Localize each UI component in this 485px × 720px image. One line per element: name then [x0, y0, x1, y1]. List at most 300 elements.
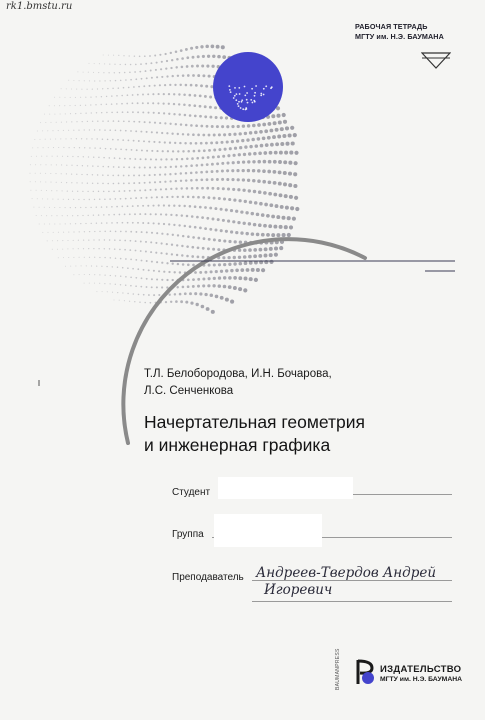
sphere-dot — [130, 198, 132, 200]
sphere-dot — [49, 223, 50, 224]
sphere-dot — [110, 80, 111, 81]
sphere-dot — [111, 222, 113, 224]
sphere-dot — [56, 215, 57, 216]
sphere-dot — [150, 251, 152, 253]
sphere-dot — [189, 114, 192, 117]
sphere-dot — [65, 113, 66, 114]
sphere-dot — [54, 114, 55, 115]
sphere-dot — [164, 166, 166, 168]
sphere-dot — [163, 103, 165, 105]
sphere-dot — [278, 160, 282, 164]
sphere-dot — [149, 85, 151, 87]
sphere-dot — [133, 86, 135, 88]
sphere-dot — [216, 45, 220, 49]
sphere-dot — [138, 182, 140, 184]
sphere-dot — [67, 156, 68, 157]
sphere-dot — [180, 165, 182, 167]
sphere-dot — [144, 213, 146, 215]
sphere-dot — [94, 274, 95, 275]
sphere-dot — [120, 130, 122, 132]
sphere-dot — [114, 198, 116, 200]
sphere-dot — [159, 174, 161, 176]
sphere-dot — [50, 122, 51, 123]
sphere-dot — [167, 150, 169, 152]
sphere-dot — [76, 121, 77, 122]
sphere-dot — [115, 148, 117, 150]
sphere-dot — [251, 138, 255, 142]
disc-dot — [238, 101, 240, 103]
sphere-dot — [180, 300, 183, 303]
sphere-dot — [187, 133, 190, 136]
disc-dot — [238, 105, 240, 107]
sphere-dot — [102, 183, 104, 185]
sphere-dot — [206, 178, 209, 181]
sphere-dot — [218, 284, 222, 288]
sphere-dot — [70, 207, 71, 208]
sphere-dot — [181, 254, 183, 256]
sphere-dot — [161, 233, 163, 235]
sphere-dot — [89, 231, 90, 232]
sphere-dot — [120, 258, 122, 260]
sphere-dot — [63, 199, 64, 200]
sphere-dot — [239, 146, 242, 149]
sphere-dot — [41, 156, 42, 157]
sphere-dot — [186, 215, 189, 218]
sphere-dot — [130, 276, 132, 278]
sphere-dot — [189, 292, 192, 295]
sphere-dot — [217, 218, 220, 221]
sphere-dot — [225, 208, 228, 211]
sphere-dot — [88, 156, 89, 157]
sphere-dot — [235, 231, 238, 234]
sphere-dot — [83, 199, 84, 200]
sphere-dot — [259, 248, 263, 252]
sphere-dot — [212, 284, 215, 287]
sphere-dot — [271, 215, 275, 219]
sphere-dot — [257, 179, 261, 183]
sphere-dot — [280, 142, 284, 146]
sphere-dot — [151, 278, 153, 280]
sphere-dot — [53, 232, 54, 233]
sphere-dot — [109, 248, 110, 249]
sphere-dot — [130, 240, 132, 242]
sphere-dot — [186, 255, 189, 258]
sphere-dot — [73, 240, 74, 241]
sphere-dot — [279, 151, 283, 155]
sphere-dot — [225, 116, 228, 119]
sphere-dot — [92, 174, 93, 175]
sphere-dot — [164, 141, 166, 143]
student-redaction — [218, 477, 353, 499]
sphere-dot — [137, 222, 139, 224]
sphere-dot — [226, 161, 229, 164]
sphere-dot — [271, 233, 275, 237]
disc-dot — [234, 95, 236, 97]
sphere-dot — [70, 266, 71, 267]
sphere-dot — [156, 132, 158, 134]
sphere-dot — [182, 235, 184, 237]
sphere-dot — [174, 84, 176, 86]
sphere-dot — [92, 88, 93, 89]
sphere-dot — [243, 153, 246, 156]
sphere-dot — [65, 266, 66, 267]
sphere-dot — [128, 175, 130, 177]
sphere-dot — [253, 223, 257, 227]
sphere-dot — [134, 213, 136, 215]
sphere-dot — [63, 130, 64, 131]
sphere-dot — [112, 88, 113, 89]
sphere-dot — [124, 249, 126, 251]
sphere-dot — [218, 133, 221, 136]
sphere-dot — [290, 206, 294, 210]
sphere-dot — [168, 271, 170, 273]
sphere-dot — [252, 160, 255, 163]
sphere-dot — [255, 144, 259, 148]
sphere-dot — [46, 190, 47, 191]
sphere-dot — [75, 113, 76, 114]
sphere-dot — [125, 231, 127, 233]
sphere-dot — [177, 133, 179, 135]
sphere-dot — [221, 45, 225, 49]
sphere-dot — [232, 188, 235, 191]
sphere-dot — [199, 105, 202, 108]
sphere-dot — [43, 147, 44, 148]
disc-dot — [235, 99, 237, 101]
sphere-dot — [153, 112, 155, 114]
sphere-dot — [244, 145, 247, 148]
sphere-dot — [88, 239, 89, 240]
sphere-dot — [193, 150, 196, 153]
sphere-dot — [278, 120, 282, 124]
sphere-dot — [164, 84, 166, 86]
sphere-dot — [238, 276, 242, 280]
sphere-dot — [169, 173, 171, 175]
sphere-dot — [163, 204, 165, 206]
sphere-dot — [121, 206, 123, 208]
sphere-dot — [109, 198, 111, 200]
sphere-dot — [125, 276, 127, 278]
sphere-dot — [173, 103, 175, 105]
sphere-dot — [110, 275, 111, 276]
sphere-dot — [161, 279, 163, 281]
sphere-dot — [130, 285, 132, 287]
teacher-underline-2 — [252, 601, 452, 602]
sphere-dot — [83, 72, 84, 73]
sphere-dot — [44, 223, 45, 224]
sphere-dot — [206, 307, 210, 311]
sphere-dot — [161, 286, 163, 288]
sphere-dot — [207, 156, 210, 159]
sphere-dot — [208, 134, 211, 137]
sphere-dot — [127, 293, 128, 294]
sphere-dot — [186, 245, 189, 248]
sphere-dot — [179, 271, 181, 273]
sphere-dot — [78, 129, 79, 130]
sphere-dot — [258, 190, 262, 194]
sphere-dot — [158, 204, 160, 206]
sphere-dot — [213, 238, 216, 241]
sphere-dot — [67, 248, 68, 249]
sphere-dot — [203, 149, 206, 152]
sphere-dot — [231, 140, 234, 143]
sphere-dot — [146, 131, 148, 133]
sphere-dot — [117, 112, 119, 114]
sphere-dot — [205, 45, 209, 49]
sphere-dot — [135, 197, 137, 199]
sphere-dot — [294, 196, 298, 200]
sphere-dot — [119, 249, 121, 251]
sphere-dot — [202, 134, 205, 137]
sphere-dot — [52, 199, 53, 200]
sphere-dot — [228, 276, 232, 280]
sphere-dot — [124, 158, 126, 160]
sphere-dot — [190, 84, 193, 87]
sphere-dot — [246, 138, 249, 141]
sphere-dot — [104, 63, 105, 64]
sphere-dot — [216, 125, 219, 128]
sphere-dot — [218, 148, 221, 151]
sphere-dot — [232, 161, 235, 164]
disc-dot — [241, 101, 243, 103]
sphere-dot — [145, 158, 147, 160]
sphere-dot — [145, 63, 147, 65]
disc-dot — [233, 97, 235, 99]
sphere-dot — [125, 79, 127, 81]
sphere-dot — [227, 187, 230, 190]
sphere-dot — [176, 158, 178, 160]
sphere-dot — [107, 139, 109, 141]
sphere-dot — [209, 228, 212, 231]
sphere-dot — [73, 231, 74, 232]
sphere-dot — [117, 267, 118, 268]
sphere-dot — [270, 143, 274, 147]
sphere-dot — [104, 129, 106, 131]
sphere-dot — [73, 248, 74, 249]
sphere-dot — [276, 114, 280, 118]
sphere-dot — [213, 149, 216, 152]
sphere-dot — [131, 149, 133, 151]
sphere-dot — [143, 294, 145, 296]
sphere-dot — [194, 94, 197, 97]
sphere-dot — [173, 113, 175, 115]
sphere-dot — [242, 160, 245, 163]
sphere-dot — [153, 270, 155, 272]
sphere-dot — [204, 105, 207, 108]
sphere-dot — [154, 55, 156, 57]
sphere-dot — [200, 125, 203, 128]
sphere-dot — [102, 291, 103, 292]
sphere-dot — [117, 292, 118, 293]
sphere-dot — [87, 191, 88, 192]
sphere-dot — [74, 147, 75, 148]
publisher-logo-icon — [354, 658, 378, 686]
sphere-dot — [284, 194, 288, 198]
sphere-dot — [62, 156, 63, 157]
sphere-dot — [127, 205, 129, 207]
sphere-dot — [233, 276, 237, 280]
sphere-dot — [114, 248, 116, 250]
sphere-dot — [71, 182, 72, 183]
sphere-dot — [125, 258, 127, 260]
sphere-dot — [144, 121, 146, 123]
sphere-dot — [161, 242, 163, 244]
sphere-dot — [127, 222, 129, 224]
sphere-dot — [96, 112, 97, 113]
sphere-dot — [223, 239, 226, 242]
sphere-dot — [206, 125, 209, 128]
sphere-dot — [160, 213, 162, 215]
sphere-dot — [85, 113, 86, 114]
sphere-dot — [129, 249, 131, 251]
sphere-dot — [97, 88, 98, 89]
sphere-dot — [124, 240, 126, 242]
sphere-dot — [132, 111, 134, 113]
sphere-dot — [222, 55, 226, 59]
sphere-dot — [102, 174, 104, 176]
sphere-dot — [223, 276, 226, 279]
sphere-dot — [177, 75, 179, 77]
sphere-dot — [217, 187, 220, 190]
sphere-dot — [264, 254, 268, 258]
sphere-dot — [292, 217, 296, 221]
sphere-dot — [208, 149, 211, 152]
sphere-dot — [154, 166, 156, 168]
sphere-dot — [32, 147, 33, 148]
sphere-dot — [69, 147, 70, 148]
sphere-dot — [230, 300, 234, 304]
sphere-dot — [89, 283, 90, 284]
sphere-dot — [214, 106, 217, 109]
sphere-dot — [162, 150, 164, 152]
disc-dot — [228, 85, 230, 87]
sphere-dot — [143, 269, 145, 271]
sphere-dot — [109, 283, 110, 284]
sphere-dot — [267, 136, 271, 140]
sphere-dot — [138, 294, 140, 296]
sphere-dot — [191, 255, 194, 258]
sphere-dot — [279, 225, 283, 229]
sphere-dot — [141, 231, 143, 233]
sphere-dot — [234, 240, 237, 243]
sphere-dot — [143, 174, 145, 176]
sphere-dot — [269, 129, 273, 133]
sphere-dot — [154, 174, 156, 176]
sphere-dot — [137, 205, 139, 207]
sphere-dot — [185, 165, 188, 168]
sphere-dot — [172, 263, 174, 265]
sphere-dot — [79, 231, 80, 232]
sphere-dot — [44, 207, 45, 208]
sphere-dot — [146, 286, 148, 288]
teacher-label: Преподаватель — [172, 572, 244, 583]
sphere-dot — [202, 55, 205, 58]
sphere-dot — [119, 158, 121, 160]
sphere-dot — [30, 181, 31, 182]
sphere-dot — [104, 257, 105, 258]
sphere-dot — [215, 295, 219, 299]
sphere-dot — [283, 160, 287, 164]
sphere-dot — [256, 268, 260, 272]
sphere-dot — [176, 254, 178, 256]
sphere-dot — [276, 215, 280, 219]
sphere-dot — [130, 231, 132, 233]
sphere-dot — [113, 190, 115, 192]
sphere-dot — [139, 167, 141, 169]
sphere-dot — [268, 180, 272, 184]
sphere-dot — [141, 149, 143, 151]
sphere-dot — [141, 78, 143, 80]
sphere-dot — [251, 268, 255, 272]
sphere-dot — [197, 55, 200, 58]
group-redaction — [214, 514, 322, 547]
sphere-dot — [88, 72, 89, 73]
sphere-dot — [194, 205, 197, 208]
sphere-dot — [51, 164, 52, 165]
sphere-dot — [238, 256, 241, 259]
sphere-dot — [128, 166, 130, 168]
disc-dot — [250, 99, 252, 101]
sphere-dot — [115, 80, 116, 81]
sphere-dot — [233, 286, 237, 290]
sphere-dot — [118, 120, 120, 122]
sphere-dot — [175, 51, 178, 54]
sphere-dot — [192, 56, 195, 59]
sphere-dot — [65, 138, 66, 139]
sphere-dot — [171, 253, 173, 255]
sphere-dot — [132, 205, 134, 207]
sphere-dot — [92, 121, 93, 122]
sphere-dot — [68, 199, 69, 200]
sphere-dot — [177, 150, 179, 152]
sphere-dot — [94, 283, 95, 284]
sphere-dot — [98, 214, 99, 215]
sphere-dot — [182, 150, 184, 152]
sphere-dot — [239, 262, 243, 266]
sphere-dot — [132, 222, 134, 224]
sphere-dot — [275, 204, 279, 208]
sphere-dot — [111, 95, 112, 96]
sphere-dot — [188, 104, 191, 107]
sphere-dot — [52, 156, 53, 157]
sphere-dot — [30, 190, 31, 191]
sphere-dot — [202, 247, 205, 250]
sphere-dot — [166, 279, 168, 281]
sphere-dot — [98, 72, 99, 73]
sphere-dot — [142, 222, 144, 224]
sphere-dot — [84, 129, 85, 130]
sphere-dot — [172, 75, 174, 77]
sphere-dot — [97, 174, 98, 175]
sphere-dot — [159, 122, 161, 124]
sphere-dot — [150, 213, 152, 215]
sphere-dot — [142, 94, 144, 96]
sphere-dot — [253, 248, 257, 252]
sphere-dot — [158, 270, 160, 272]
sphere-dot — [269, 253, 273, 257]
sphere-dot — [233, 256, 236, 259]
sphere-dot — [56, 164, 57, 165]
sphere-dot — [197, 196, 200, 199]
sphere-dot — [211, 125, 214, 128]
disc-dot — [230, 91, 232, 93]
sphere-dot — [76, 182, 77, 183]
sphere-dot — [289, 225, 293, 229]
sphere-dot — [155, 189, 157, 191]
sphere-dot — [60, 113, 61, 114]
sphere-dot — [144, 167, 146, 169]
sphere-dot — [178, 113, 180, 115]
sphere-dot — [132, 102, 134, 104]
